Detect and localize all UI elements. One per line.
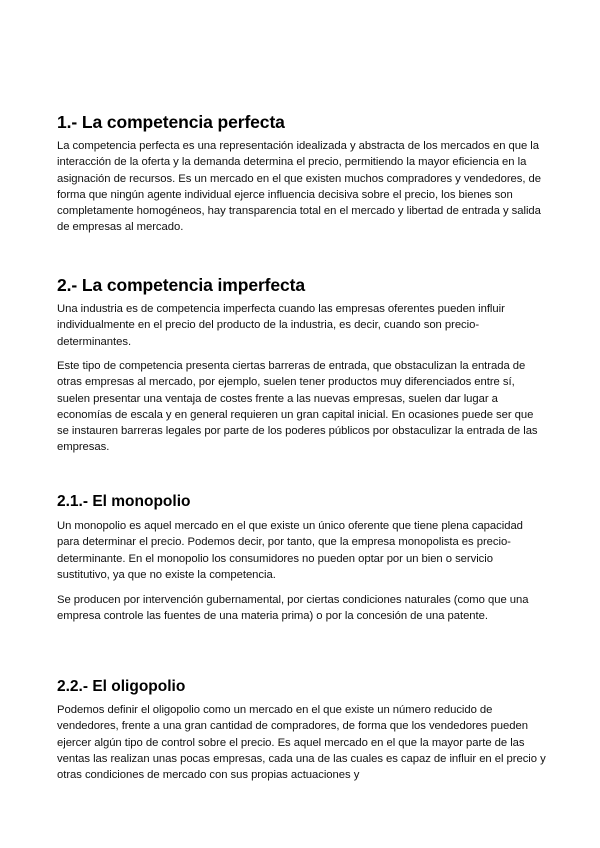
paragraph: Podemos definir el oligopolio como un mercado en el que existe un número reducido de vendedores, frente a una gran cantidad de compradores, de forma que los vendedores pueden ejercer algún tipo de control sobre el precio. Es aquel mercado en el que la mayor parte de las ventas las realizan unas pocas empresas, cada una de las cuales es capaz de influir en el precio y otras condiciones de mercado con sus propias actuaciones y xyxy=(57,704,546,782)
paragraph: La competencia perfecta es una representación idealizada y abstracta de los mercados en que la interacción de la oferta y la demanda determina el precio, permitiendo la mayor eficiencia en la asignación de recursos. Es un mercado en el que existen muchos compradores y vendedores, de forma que ningún agente individual ejerce influencia decisiva sobre el precio, los bienes son completamente homogéneos, hay transparencia total en el mercado y libertad de entrada y salida de empresas al mercado. xyxy=(57,140,542,234)
paragraph: Un monopolio es aquel mercado en el que existe un único oferente que tiene plena capacidad para determinar el precio. Podemos decir, por tanto, que la empresa monopolista es precio-determinante. En el monopolio los consumidores no pueden optar por un bien o servicio sustitutivo, ya que no existe la competencia. xyxy=(57,520,523,581)
section-heading-competencia-perfecta: 1.- La competencia perfecta xyxy=(57,112,285,132)
subsection-heading-monopolio: 2.1.- El monopolio xyxy=(57,493,191,510)
subsection-heading-oligopolio: 2.2.- El oligopolio xyxy=(57,678,186,695)
section-heading-competencia-imperfecta: 2.- La competencia imperfecta xyxy=(57,275,306,295)
paragraph: Este tipo de competencia presenta ciertas barreras de entrada, que obstaculizan la entrada de otras empresas al mercado, por ejemplo, suelen tener productos muy diferenciados entre sí, suelen presentar una ventaja de costes frente a las nuevas empresas, suelen dar lugar a economías de escala y en general requieren un gran capital inicial. En ocasiones puede ser que se instauren barreras legales por parte de los poderes públicos por obstaculizar la entrada de las empresas. xyxy=(57,360,538,454)
paragraph: Se producen por intervención gubernamental, por ciertas condiciones naturales (como que una empresa controle las fuentes de una materia prima) o por la concesión de una patente. xyxy=(57,594,529,623)
paragraph: Una industria es de competencia imperfecta cuando las empresas oferentes pueden influir individualmente en el precio del producto de la industria, es decir, cuando son precio-determinantes. xyxy=(57,303,505,348)
